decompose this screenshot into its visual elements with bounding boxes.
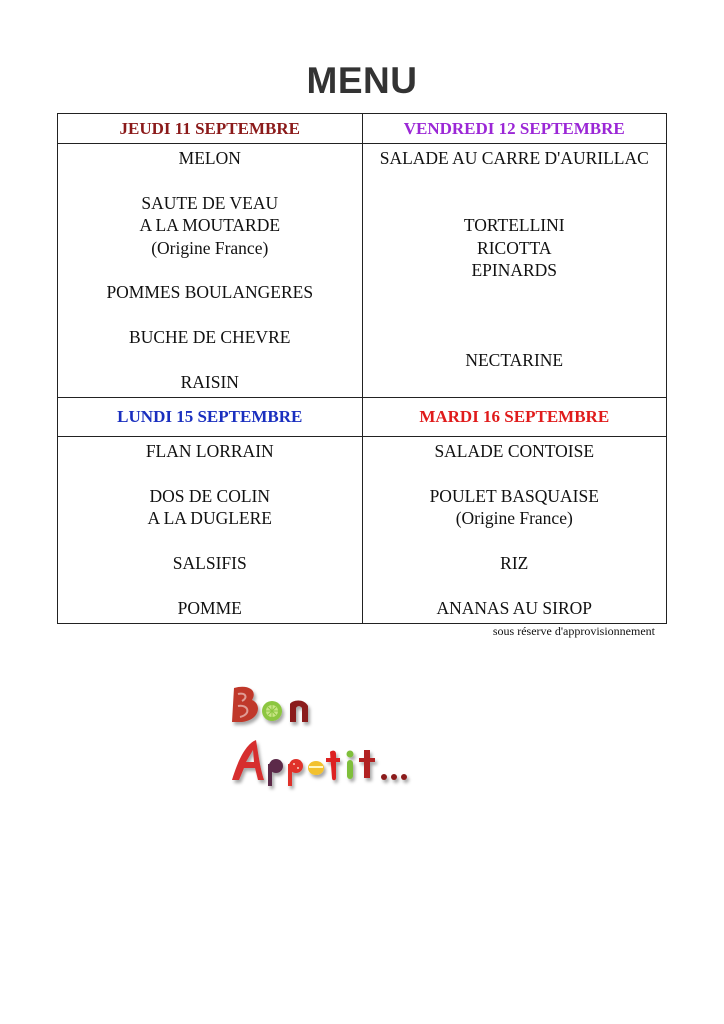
dish-line: RIZ [500, 553, 529, 573]
menu-table [57, 113, 667, 624]
day-header-tuesday: MARDI 16 SEPTEMBRE [362, 398, 667, 437]
dish-line [58, 349, 362, 371]
table-row-dishes [58, 144, 667, 398]
dish-line [363, 462, 667, 484]
supply-note: sous réserve d'approvisionnement [492, 624, 655, 638]
day-header-friday: VENDREDI 12 SEPTEMBRE [362, 114, 667, 144]
dish-line: SALADE AU CARRE D'AURILLAC [379, 148, 649, 168]
dishes-thursday [58, 144, 363, 398]
table-row-dishes [58, 437, 667, 624]
dish-line [58, 574, 362, 596]
dish-line: TORTELLINI [463, 215, 565, 236]
bon-appetit-logo [222, 680, 482, 800]
dish-line [363, 192, 667, 214]
dish-line: ANANAS AU SIROP [436, 597, 593, 618]
dish-line: NECTARINE [465, 349, 564, 370]
table-row-days [58, 114, 667, 144]
dish-line [363, 530, 667, 552]
dish-line: SALSIFIS [172, 553, 247, 573]
dish-line: DOS DE COLIN [149, 485, 271, 506]
dish-line [58, 169, 362, 191]
dish-line [58, 530, 362, 552]
day-header-monday: LUNDI 15 SEPTEMBRE [58, 398, 363, 437]
logo-word-bon [232, 687, 308, 722]
day-header-thursday: JEUDI 11 SEPTEMBRE [58, 114, 363, 144]
dishes-tuesday [362, 437, 667, 624]
dish-line: POMME [177, 597, 242, 618]
dish-line: (Origine France) [455, 508, 573, 529]
dish-line: A LA MOUTARDE [139, 215, 281, 236]
menu-title: MENU [306, 60, 418, 101]
dish-line [58, 259, 362, 281]
dish-line [363, 169, 667, 191]
dish-line: RICOTTA [477, 237, 552, 258]
dish-line: POULET BASQUAISE [429, 485, 599, 506]
dish-line: BUCHE DE CHEVRE [129, 327, 291, 348]
dish-line: SAUTE DE VEAU [141, 192, 279, 213]
dish-line [58, 304, 362, 326]
dish-line [58, 462, 362, 484]
dish-line [363, 304, 667, 326]
dish-line [363, 281, 667, 303]
dish-line: EPINARDS [471, 260, 558, 280]
dish-line [363, 326, 667, 348]
dish-line: (Origine France) [151, 237, 269, 258]
dish-line [363, 574, 667, 596]
dish-line: FLAN LORRAIN [145, 441, 274, 461]
dish-line: MELON [178, 148, 241, 168]
logo-word-appetit [232, 740, 407, 786]
dishes-friday [362, 144, 667, 398]
dish-line: RAISIN [180, 372, 239, 392]
dishes-monday [58, 437, 363, 624]
dish-line: POMMES BOULANGERES [106, 282, 314, 303]
dish-line: SALADE CONTOISE [434, 441, 595, 461]
dish-line: A LA DUGLERE [147, 508, 272, 529]
table-row-days [58, 398, 667, 437]
